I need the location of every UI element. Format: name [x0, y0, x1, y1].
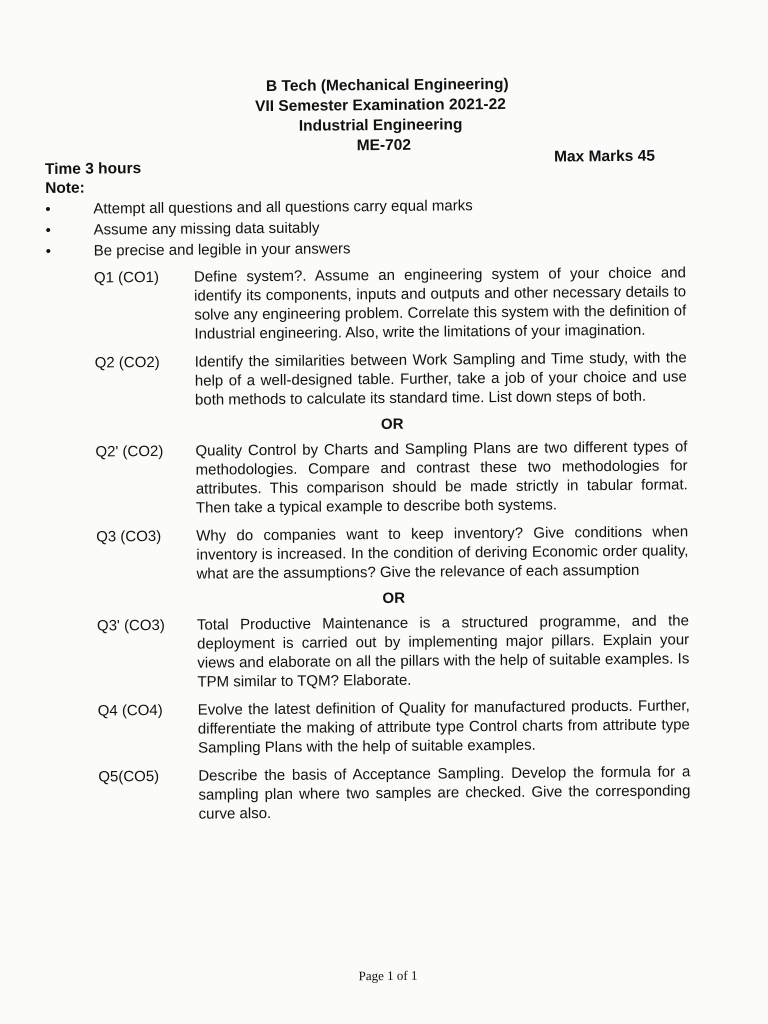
instruction-text: Assume any missing data suitably — [93, 219, 320, 239]
exam-title: VII Semester Examination 2021-22 — [255, 95, 506, 116]
question-label: Q3' (CO3) — [96, 616, 165, 635]
exam-header — [0, 73, 765, 160]
questions-section — [94, 263, 691, 833]
question-q3 — [96, 522, 688, 584]
time-allowed: Time 3 hours — [44, 160, 142, 178]
question-text: Total Productive Maintenance is a structured programme, and the deployment is carried out by implementing major pillars. Explain your views and elaborate on all the pillars with the help of suitable examples. Is TPM similar to TQM? Elaborate. — [196, 612, 690, 691]
question-q4 — [98, 696, 690, 758]
page-footer: Page 1 of 1 — [358, 967, 418, 984]
question-label: Q5(CO5) — [98, 767, 160, 786]
question-label: Q2 (CO2) — [94, 353, 160, 372]
exam-meta — [44, 147, 655, 181]
bullet-icon: • — [45, 242, 52, 260]
or-divider: OR — [380, 415, 404, 434]
or-divider: OR — [382, 589, 406, 608]
question-q1 — [94, 263, 687, 344]
subject-title: Industrial Engineering — [298, 116, 463, 135]
question-text: Evolve the latest definition of Quality for manufactured products. Further, differentiate the making of attribute type Control charts from attribute type Sampling Plans with the help of suitable examples. — [197, 697, 690, 757]
instruction-text: Attempt all questions and all questions carry equal marks — [93, 197, 473, 218]
bullet-icon: • — [45, 200, 51, 218]
bullet-icon: • — [45, 221, 51, 239]
question-q2-alt — [95, 437, 688, 518]
question-q3-alt — [97, 611, 690, 692]
instructions-list — [43, 194, 644, 262]
question-text: Why do companies want to keep inventory? Give conditions when inventory is increased. In the condition of deriving Economic order quality, what are the assumptions? Give the relevance of each assumption — [196, 523, 689, 583]
instruction-item — [44, 236, 644, 262]
question-text: Describe the basis of Acceptance Sampling. Develop the formula for a sampling plan where two samples are checked. Give the corresponding curve also. — [198, 763, 691, 823]
question-q2 — [95, 348, 687, 410]
question-label: Q4 (CO4) — [97, 701, 163, 720]
program-title: B Tech (Mechanical Engineering) — [265, 75, 509, 96]
note-label: Note: — [45, 179, 85, 197]
question-q5 — [98, 762, 690, 824]
instruction-text: Be precise and legible in your answers — [93, 240, 351, 260]
question-text: Define system?. Assume an engineering system of your choice and identify its components, inputs and outputs and other necessary details to solve any engineering problem. Correlate this system with the definition of Industrial engineering. Also, write the limitations of your imagination. — [193, 264, 687, 343]
question-label: Q1 (CO1) — [93, 268, 160, 287]
question-label: Q3 (CO3) — [96, 527, 162, 546]
course-code: ME-702 — [356, 136, 412, 155]
max-marks: Max Marks 45 — [554, 147, 655, 166]
question-label: Q2' (CO2) — [95, 442, 164, 461]
question-text: Quality Control by Charts and Sampling Plans are two different types of methodologies. Compare and contrast these two methodologies for attributes. This comparison should be made strictly in tabular format. Then take a typical example to describe both systems. — [195, 438, 688, 517]
question-text: Identify the similarities between Work Sampling and Time study, with the help of a well-designed table. Further, take a job of your choice and use both methods to calculate its standard time. List down steps of both. — [194, 349, 687, 409]
